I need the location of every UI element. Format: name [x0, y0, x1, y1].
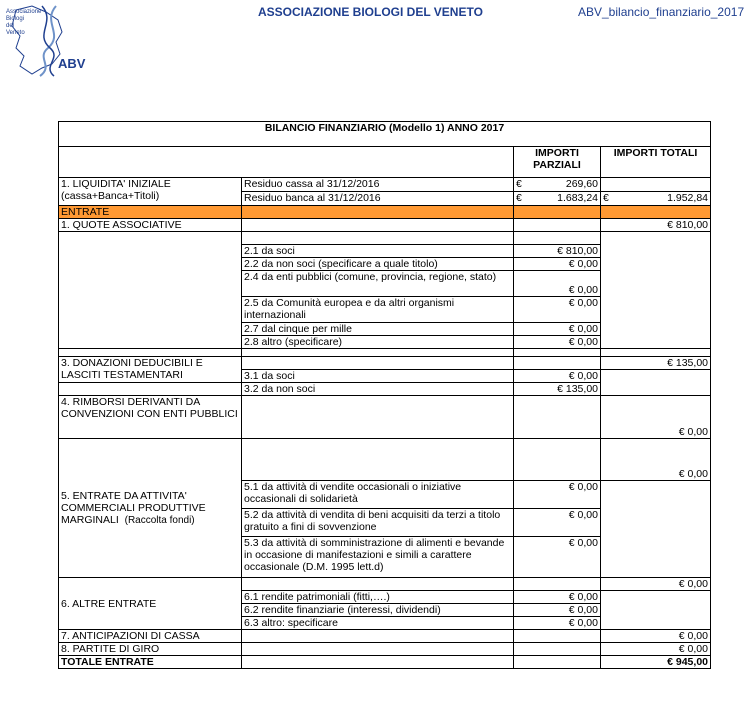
quote-desc: 2.4 da enti pubblici (comune, provincia, regione, stato): [242, 271, 514, 297]
quote-desc: 2.5 da Comunità europea e da altri organismi internazionali: [242, 297, 514, 323]
file-name: ABV_bilancio_finanziario_2017: [578, 5, 745, 19]
cassa-amount: € 269,60: [514, 178, 601, 192]
table-row: [59, 357, 711, 370]
rimborsi-label: 4. RIMBORSI DERIVANTI DA CONVENZIONI CON ENTI PUBBLICI: [59, 396, 242, 439]
altre-amount: € 0,00: [514, 591, 601, 604]
rimborsi-total: € 0,00: [601, 396, 711, 439]
altre-amount: € 0,00: [514, 604, 601, 617]
col-total-header: IMPORTI TOTALI: [601, 147, 711, 178]
quote-total: € 810,00: [601, 219, 711, 232]
budget-table: [58, 121, 711, 669]
commerciali-desc: 5.3 da attività di somministrazione di alimenti e bevande in occasione di manifestazioni e simili a carattere occasionale (D.M. 1995 lett.d): [242, 537, 514, 578]
entrate-label: ENTRATE: [59, 206, 242, 219]
entrate-section-row: [59, 206, 711, 219]
commerciali-label: 5. ENTRATE DA ATTIVITA' COMMERCIALI PRODUTTIVE MARGINALI (Raccolta fondi): [59, 439, 242, 578]
table-caption: BILANCIO FINANZIARIO (Modello 1) ANNO 2017: [59, 122, 711, 147]
donazioni-total: € 135,00: [601, 357, 711, 370]
totale-total: € 945,00: [601, 656, 711, 669]
quote-desc: 2.1 da soci: [242, 245, 514, 258]
commerciali-amount: € 0,00: [514, 509, 601, 537]
quote-label: 1. QUOTE ASSOCIATIVE: [59, 219, 242, 232]
logo-line-2: Biologi: [6, 16, 25, 22]
commerciali-total: € 0,00: [601, 439, 711, 481]
logo-line-4: Veneto: [6, 30, 25, 36]
altre-desc: 6.2 rendite finanziarie (interessi, dividendi): [242, 604, 514, 617]
cassa-desc: Residuo cassa al 31/12/2016: [242, 178, 514, 192]
altre-desc: 6.1 rendite patrimoniali (fitti,….): [242, 591, 514, 604]
logo-line-3: del: [6, 23, 15, 29]
partite-total: € 0,00: [601, 643, 711, 656]
commerciali-amount: € 0,00: [514, 537, 601, 578]
quote-amount: € 810,00: [514, 245, 601, 258]
quote-amount: € 0,00: [514, 271, 601, 297]
logo-abbr: ABV: [58, 56, 86, 71]
banca-amount: € 1.683,24: [514, 192, 601, 206]
commerciali-desc: 5.2 da attività di vendita di beni acquisiti da terzi a titolo gratuito a fini di sovvenzione: [242, 509, 514, 537]
altre-desc: 6.3 altro: specificare: [242, 617, 514, 630]
quote-amount: € 0,00: [514, 323, 601, 336]
column-header-row: [59, 147, 711, 178]
anticipazioni-label: 7. ANTICIPAZIONI DI CASSA: [59, 630, 242, 643]
quote-amount: € 0,00: [514, 336, 601, 349]
table-caption-row: [59, 122, 711, 147]
commerciali-amount: € 0,00: [514, 481, 601, 509]
table-row: [59, 349, 711, 357]
donazioni-amount: € 0,00: [514, 370, 601, 383]
banca-desc: Residuo banca al 31/12/2016: [242, 192, 514, 206]
table-row: [59, 630, 711, 643]
table-row: [59, 219, 711, 232]
donazioni-label: 3. DONAZIONI DEDUCIBILI E LASCITI TESTAMENTARI: [59, 357, 242, 383]
org-title: ASSOCIAZIONE BIOLOGI DEL VENETO: [258, 5, 483, 19]
quote-desc: 2.8 altro (specificare): [242, 336, 514, 349]
abv-logo: [2, 2, 102, 82]
anticipazioni-total: € 0,00: [601, 630, 711, 643]
donazioni-desc: 3.1 da soci: [242, 370, 514, 383]
table-row: [59, 232, 711, 245]
quote-amount: € 0,00: [514, 258, 601, 271]
quote-amount: € 0,00: [514, 297, 601, 323]
table-row: [59, 178, 711, 192]
totale-row: [59, 656, 711, 669]
donazioni-desc: 3.2 da non soci: [242, 383, 514, 396]
table-row: [59, 578, 711, 591]
altre-total: € 0,00: [601, 578, 711, 591]
table-row: [59, 439, 711, 481]
donazioni-amount: € 135,00: [514, 383, 601, 396]
col-partial-header: IMPORTI PARZIALI: [514, 147, 601, 178]
altre-label: 6. ALTRE ENTRATE: [59, 578, 242, 630]
altre-amount: € 0,00: [514, 617, 601, 630]
table-row: [59, 396, 711, 439]
logo-line-1: Associazione: [6, 9, 42, 15]
quote-desc: 2.2 da non soci (specificare a quale titolo): [242, 258, 514, 271]
commerciali-desc: 5.1 da attività di vendite occasionali o iniziative occasionali di solidarietà: [242, 481, 514, 509]
quote-desc: 2.7 dal cinque per mille: [242, 323, 514, 336]
totale-label: TOTALE ENTRATE: [59, 656, 242, 669]
partite-label: 8. PARTITE DI GIRO: [59, 643, 242, 656]
table-row: [59, 643, 711, 656]
liquidita-label: 1. LIQUIDITA' INIZIALE (cassa+Banca+Titoli): [59, 178, 242, 206]
liquidita-total: € 1.952,84: [601, 192, 711, 206]
